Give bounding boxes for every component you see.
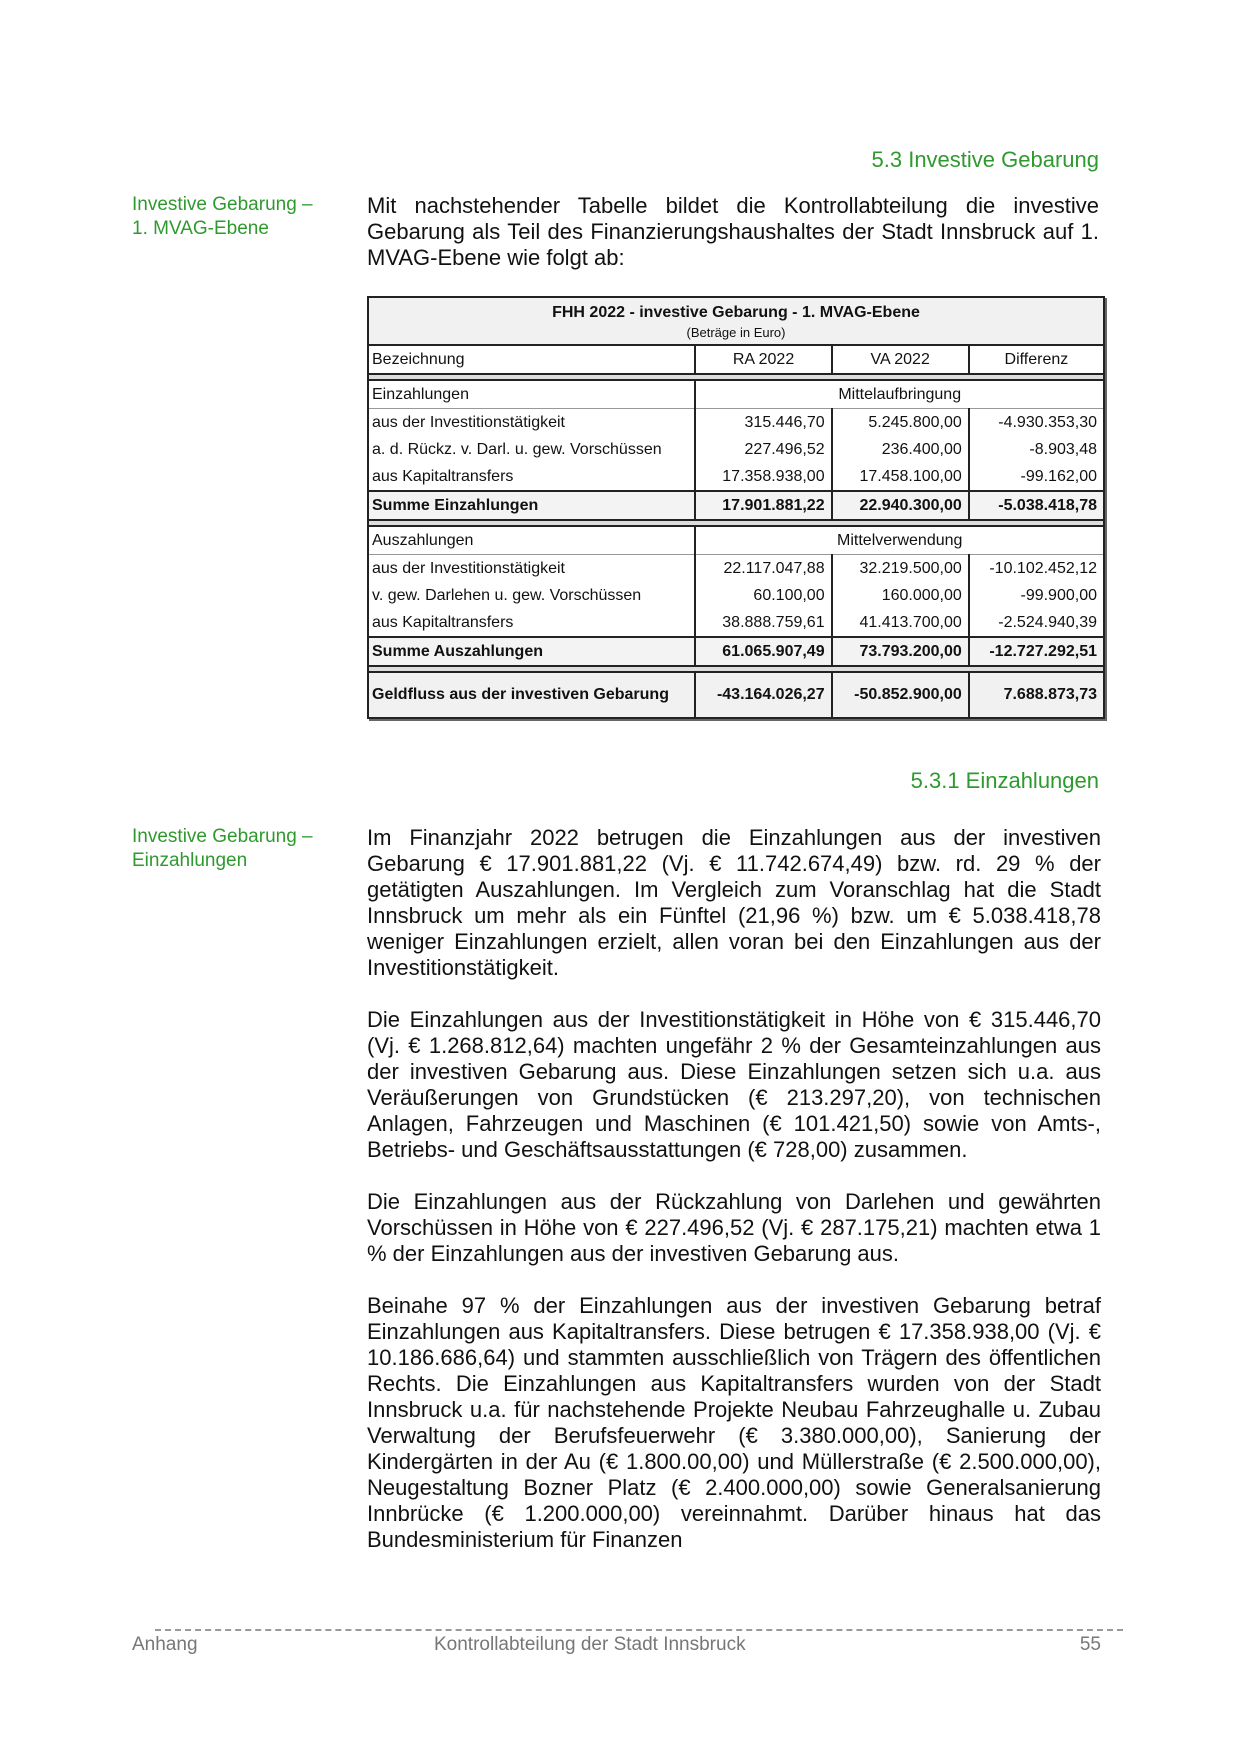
cell-va: 236.400,00 [832,436,969,463]
margin-note-line: Investive Gebarung – [132,194,313,215]
cell-va: 32.219.500,00 [832,555,969,583]
column-header: RA 2022 [695,346,831,374]
row-label: v. gew. Darlehen u. gew. Vorschüssen [369,582,695,609]
paragraph-2: Die Einzahlungen aus der Investitionstätigkeit in Höhe von € 315.446,70 (Vj. € 1.268.812,64) machten ungefähr 2 % der Gesamteinzahlungen aus der investiven Gebarung aus. Diese Einzahlungen setzen sich u.a. aus Veräußerungen von Grundstücken (€ 213.297,20), von technischen Anlagen, Fahrzeugen und Maschinen (€ 101.421,50) sowie von Amts-, Betriebs- und Geschäftsausstattungen (€ 728,00) zusammen. [367,1007,1101,1162]
cell-diff: -12.727.292,51 [969,637,1103,666]
column-header: Bezeichnung [369,346,695,374]
cell-va: -50.852.900,00 [832,672,969,717]
sum-row-einzahlungen [369,491,1103,520]
cell-diff: -10.102.452,12 [989,559,1097,577]
row-label: Summe Auszahlungen [369,637,695,666]
row-label: aus Kapitaltransfers [369,463,695,491]
table-header [369,298,1103,346]
cell-ra: 61.065.907,49 [695,637,831,666]
cell-ra: 17.901.881,22 [695,491,831,520]
group-row-einzahlungen [369,380,1103,409]
table-title: FHH 2022 - investive Gebarung - 1. MVAG-Ebene [552,304,920,321]
table-body [369,346,1103,717]
table-row [369,409,1103,437]
column-header: VA 2022 [832,346,969,374]
cell-diff: -4.930.353,30 [998,413,1097,431]
margin-note-line: Investive Gebarung – [132,826,313,847]
table-row [369,555,1103,583]
cell-ra: 17.358.938,00 [695,463,831,491]
sum-row-auszahlungen [369,637,1103,666]
cell-va: 5.245.800,00 [832,409,969,437]
group-row-auszahlungen [369,526,1103,555]
footer-center: Kontrollabteilung der Stadt Innsbruck [434,1634,746,1655]
cell-diff: 7.688.873,73 [969,672,1103,717]
cell-ra: 227.496,52 [695,436,831,463]
cell-va: 22.940.300,00 [832,491,969,520]
cell-va: 17.458.100,00 [832,463,969,491]
cell-ra: 38.888.759,61 [695,609,831,637]
margin-note-mvag [132,193,352,241]
table-row [369,609,1103,637]
paragraph-4: Beinahe 97 % der Einzahlungen aus der investiven Gebarung betraf Einzahlungen aus Kapitaltransfers. Diese betrugen € 17.358.938,00 (Vj. € 10.186.686,64) und stammten ausschließlich von Trägern des öffentlichen Rechts. Die Einzahlungen aus Kapitaltransfers wurden von der Stadt Innsbruck u.a. für nachstehende Projekte Neubau Fahrzeughalle u. Zubau Verwaltung der Berufsfeuerwehr (€ 3.380.000,00), Sanierung der Kindergärten in der Au (€ 1.800.00,00) und Müllerstraße (€ 2.500.000,00), Neugestaltung Bozner Platz (€ 2.400.000,00) sowie Generalsanierung Innbrücke (€ 1.200.000,00) vereinnahmt. Darüber hinaus hat das Bundesministerium für Finanzen [367,1293,1101,1552]
paragraph-1: Im Finanzjahr 2022 betrugen die Einzahlungen aus der investiven Gebarung € 17.901.881,22 (Vj. € 11.742.674,49) bzw. rd. 29 % der getätigten Auszahlungen. Im Vergleich zum Voranschlag hat die Stadt Innsbruck um mehr als ein Fünftel (21,96 %) bzw. um € 5.038.418,78 weniger Einzahlungen erzielt, allen voran bei den Einzahlungen aus der Investitionstätigkeit. [367,825,1101,980]
footer-left: Anhang [132,1634,198,1655]
intro-paragraph: Mit nachstehender Tabelle bildet die Kontrollabteilung die investive Gebarung als Teil des Finanzierungshaushaltes der Stadt Innsbruck auf 1. MVAG-Ebene wie folgt ab: [367,193,1099,270]
margin-note-einzahlungen [132,825,352,873]
cell-ra: 315.446,70 [695,409,831,437]
cell-ra: -43.164.026,27 [695,672,831,717]
row-label: aus der Investitionstätigkeit [369,409,695,437]
table-row [369,582,1103,609]
margin-note-line: Einzahlungen [132,850,248,871]
row-label: a. d. Rückz. v. Darl. u. gew. Vorschüssen [369,436,695,463]
cell-va: 41.413.700,00 [832,609,969,637]
group-title: Mittelaufbringung [695,380,1103,409]
row-label: Geldfluss aus der investiven Gebarung [369,672,695,717]
column-header-row [369,346,1103,374]
cell-va: 160.000,00 [832,582,969,609]
section-heading: 5.3 Investive Gebarung [871,147,1099,172]
row-label: aus der Investitionstätigkeit [369,555,695,583]
cell-va: 73.793.200,00 [832,637,969,666]
cell-diff: -99.900,00 [1020,586,1097,604]
cell-diff: -2.524.940,39 [998,613,1097,631]
cell-diff: -8.903,48 [1029,440,1097,458]
table-row [369,436,1103,463]
column-header: Differenz [969,346,1103,374]
mvag-table [367,296,1105,719]
footer-divider [155,1629,1123,1631]
table-subtitle: (Beträge in Euro) [686,325,786,340]
table-row [369,463,1103,491]
cell-ra: 60.100,00 [695,582,831,609]
margin-note-line: 1. MVAG-Ebene [132,218,269,239]
subsection-heading: 5.3.1 Einzahlungen [910,768,1099,793]
group-label: Einzahlungen [369,380,695,409]
cell-ra: 22.117.047,88 [695,555,831,583]
cell-diff: -5.038.418,78 [969,491,1103,520]
group-title: Mittelverwendung [695,526,1103,555]
geldfluss-row [369,672,1103,717]
row-label: aus Kapitaltransfers [369,609,695,637]
paragraph-3: Die Einzahlungen aus der Rückzahlung von Darlehen und gewährten Vorschüssen in Höhe von € 227.496,52 (Vj. € 287.175,21) machten etwa 1 % der Einzahlungen aus der investiven Gebarung aus. [367,1189,1101,1266]
group-label: Auszahlungen [369,526,695,555]
row-label: Summe Einzahlungen [369,491,695,520]
page-number: 55 [1079,1634,1101,1655]
cell-diff: -99.162,00 [1020,467,1097,485]
